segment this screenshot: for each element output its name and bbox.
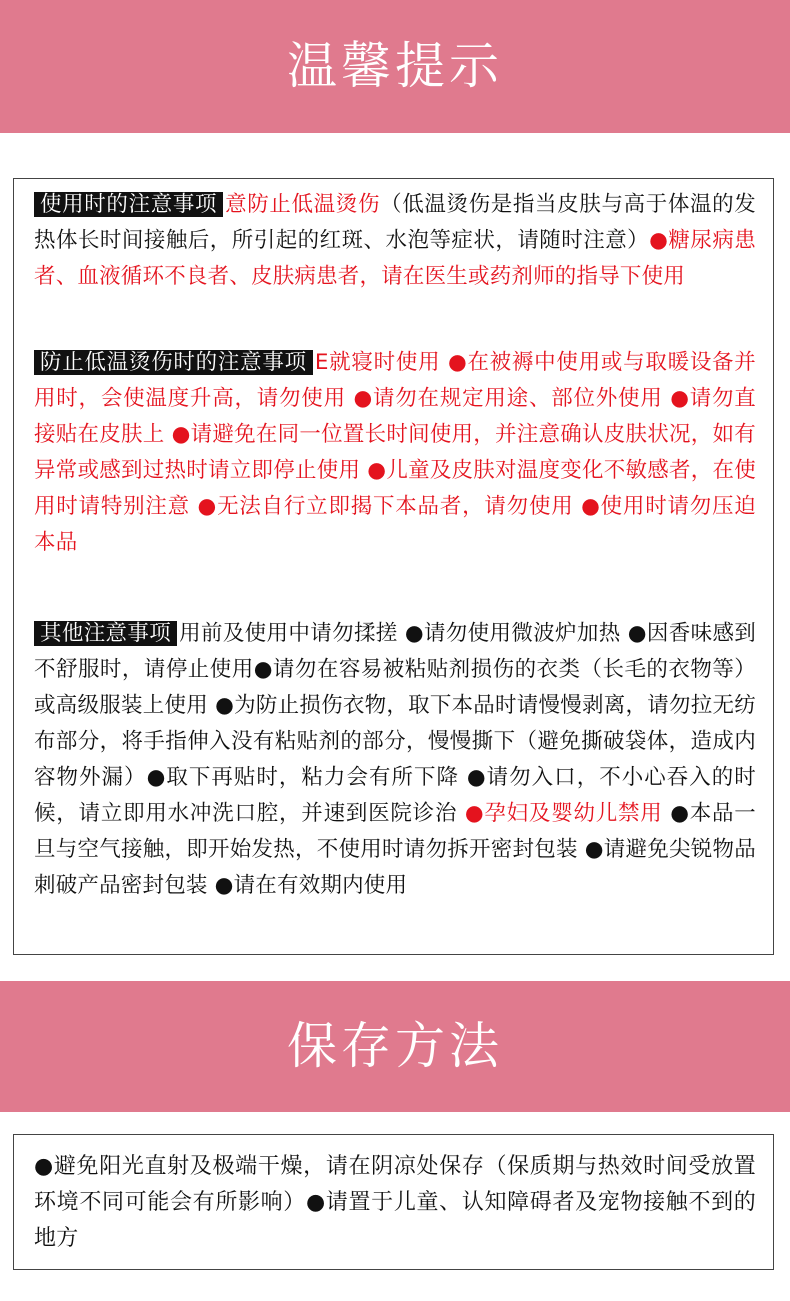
header-banner-tips — [0, 0, 790, 133]
storage-text: ●避免阳光直射及极端干燥，请在阴凉处保存（保质期与热效时间受放置环境不同可能会有所影响）●请置于儿童、认知障碍者及宠物接触不到的地方 — [34, 1154, 756, 1251]
storage-box — [13, 1134, 774, 1270]
burn-precautions — [34, 345, 756, 561]
usage-precautions-tag: 使用时的注意事项 — [34, 192, 223, 217]
other-precautions-text-2: ●孕妇及婴幼儿禁用 — [464, 801, 663, 826]
other-precautions-text-1: 用前及使用中请勿揉搓 ●请勿使用微波炉加热 ●因香味感到不舒服时，请停止使用●请勿在容易被粘贴剂损伤的衣类（长毛的衣物等）或高级服装上使用 ●为防止损伤衣物，取下本品时请慢慢剥离，请勿拉无纺布部分，将手指伸入没有粘贴剂的部分，慢慢撕下（避免撕破袋体，造成内容物外漏）●取下再贴时，粘力会有所下降 ●请勿入口，不小心吞入的时候，请立即用水冲洗口腔，并速到医院诊治 — [34, 621, 757, 826]
usage-precautions-text-1: 意防止低温烫伤 — [225, 192, 381, 217]
burn-precautions-text: E就寝时使用 ●在被褥中使用或与取暖设备并用时，会使温度升高，请勿使用 ●请勿在规定用途、部位外使用 ●请勿直接贴在皮肤上 ●请避免在同一位置长时间使用，并注意确认皮肤状况，如有异常或感到过热时请立即停止使用 ●儿童及皮肤对温度变化不敏感者，在使用时请特别注意 ●无法自行立即揭下本品者，请勿使用 ●使用时请勿压迫本品 — [34, 350, 756, 555]
usage-precautions-text-2: （低温烫伤是指当皮肤与高于体温的发热体长时间接触后，所引起的红斑、水泡等症状，请随时注意） — [34, 192, 756, 253]
header-title-storage: 保存方法 — [287, 1017, 503, 1075]
other-precautions-text-3: ●本品一旦与空气接触，即开始发热，不使用时请勿拆开密封包装 ●请避免尖锐物品刺破产品密封包装 ●请在有效期内使用 — [34, 801, 756, 898]
other-precautions — [34, 616, 756, 904]
header-banner-storage — [0, 981, 790, 1112]
burn-precautions-tag: 防止低温烫伤时的注意事项 — [34, 350, 313, 375]
usage-precautions — [34, 187, 756, 295]
other-precautions-tag: 其他注意事项 — [34, 621, 177, 646]
header-title-tips: 温馨提示 — [287, 37, 503, 95]
usage-precautions-text-3: ●糖尿病患者、血液循环不良者、皮肤病患者，请在医生或药剂师的指导下使用 — [34, 228, 756, 289]
precautions-box — [13, 178, 774, 955]
